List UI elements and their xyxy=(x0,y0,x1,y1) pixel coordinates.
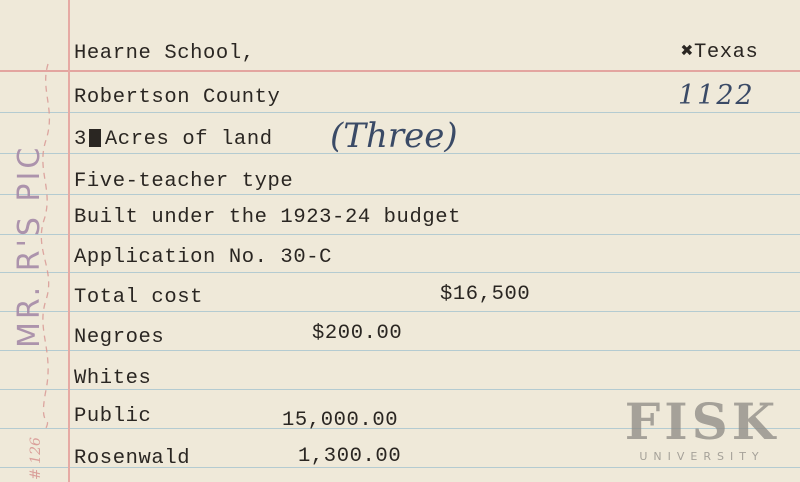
school-name: Hearne School, xyxy=(74,42,255,65)
public-label: Public xyxy=(74,405,152,428)
watermark-name: FISK xyxy=(624,392,780,451)
application-number: Application No. 30-C xyxy=(74,246,333,269)
budget-line: Built under the 1923-24 budget xyxy=(74,206,462,229)
ruled-line xyxy=(0,350,800,351)
ruled-line xyxy=(0,194,800,195)
acres-number: 3 xyxy=(74,128,87,151)
acres-handwritten: (Three) xyxy=(330,116,458,156)
negroes-value: $200.00 xyxy=(312,322,403,345)
negroes-label: Negroes xyxy=(74,326,165,349)
total-cost-label: Total cost xyxy=(74,286,204,309)
ruled-line xyxy=(0,272,800,273)
school-type: Five-teacher type xyxy=(74,170,294,193)
total-cost-value: $16,500 xyxy=(440,283,531,306)
state-label xyxy=(681,38,758,64)
rosenwald-label: Rosenwald xyxy=(74,447,191,470)
fisk-university-watermark xyxy=(614,394,790,464)
header-red-rule xyxy=(0,70,800,72)
ruled-line xyxy=(0,112,800,113)
public-value: 15,000.00 xyxy=(282,409,399,432)
margin-red-rule xyxy=(68,0,70,482)
county-name: Robertson County xyxy=(74,86,281,109)
ruled-line xyxy=(0,234,800,235)
overstrike-mark xyxy=(89,129,101,147)
state-name: Texas xyxy=(693,41,759,64)
watermark-sub: UNIVERSITY xyxy=(639,450,765,463)
acres-line xyxy=(74,128,273,151)
margin-stamp: MR. R'S PIC xyxy=(12,144,47,348)
pencil-scribble xyxy=(34,60,60,430)
rosenwald-value: 1,300.00 xyxy=(298,445,402,468)
ruled-line xyxy=(0,311,800,312)
acres-text: Acres of land xyxy=(104,128,273,151)
pencil-margin-note: # 126 xyxy=(28,437,44,480)
whites-label: Whites xyxy=(74,367,152,390)
strikeout-mark: ✖ xyxy=(681,41,694,64)
card-number: 1122 xyxy=(678,80,755,111)
